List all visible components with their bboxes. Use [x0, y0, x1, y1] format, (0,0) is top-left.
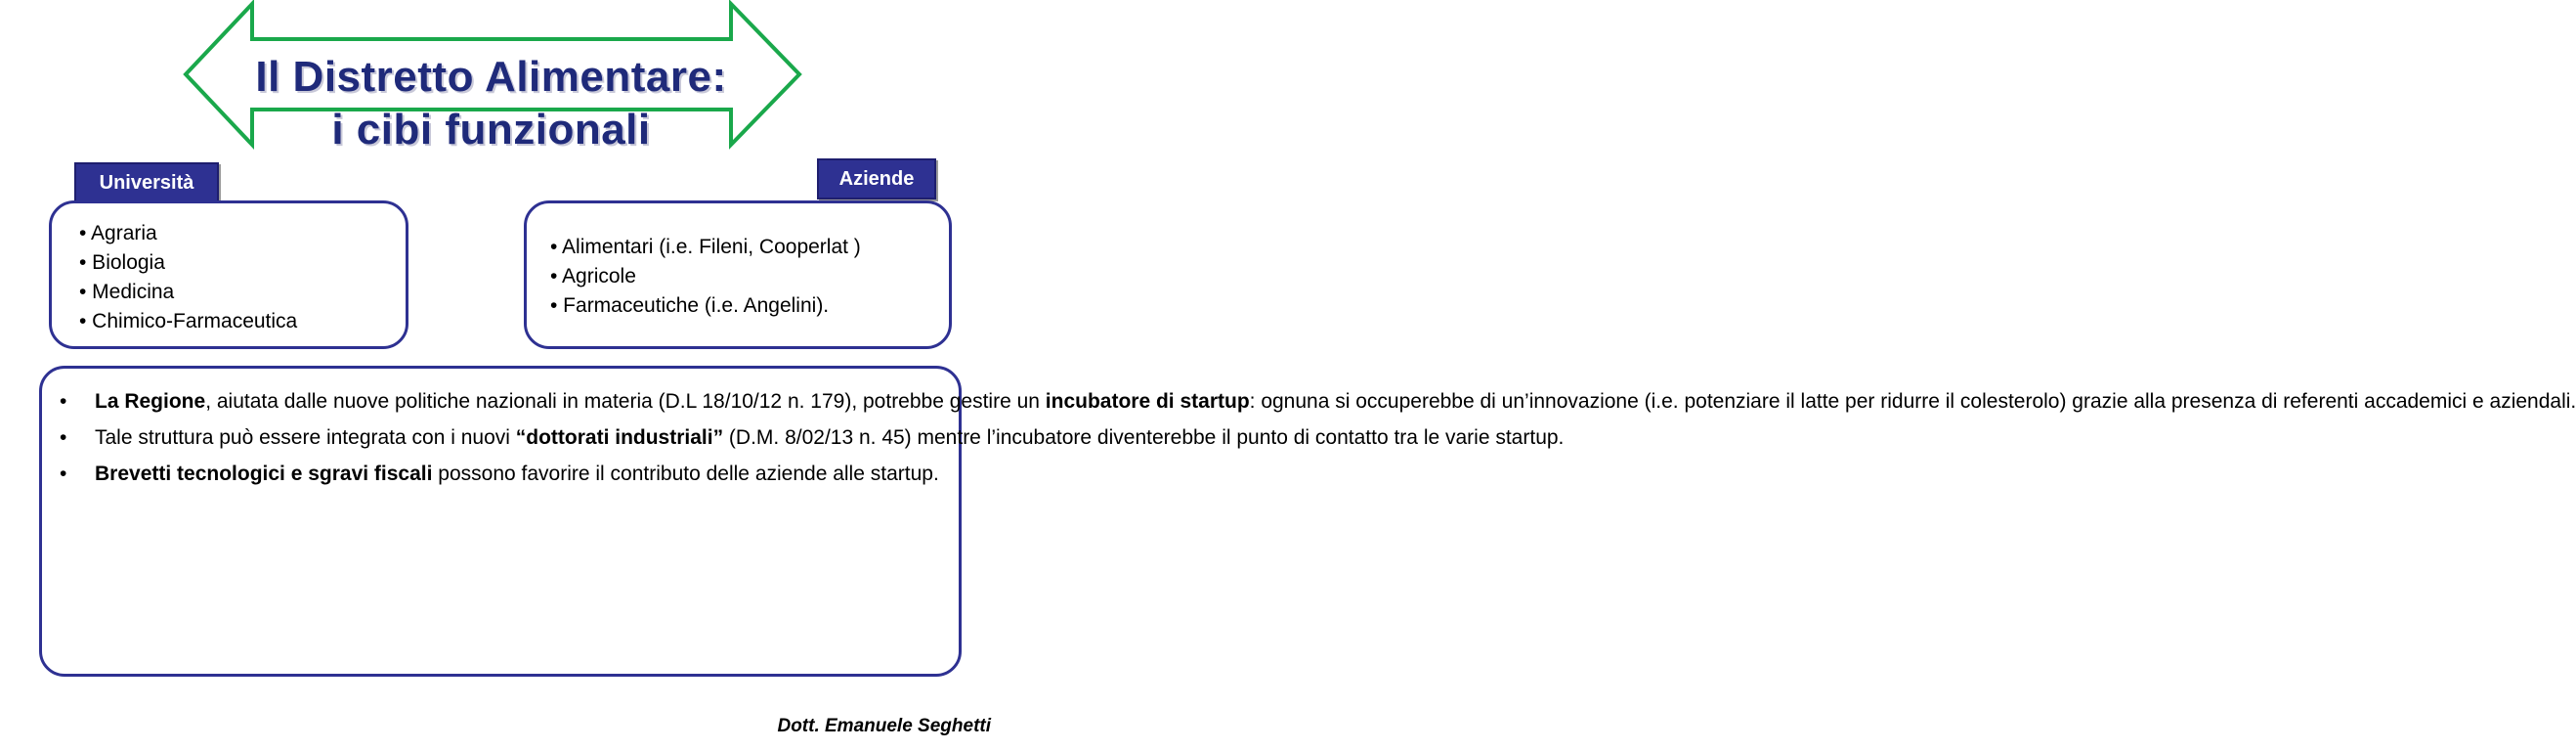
aziende-tag: Aziende	[817, 158, 936, 199]
text: : ognuna si occuperebbe di un’innovazione (i.e. potenziare il latte per ridurre il colesterolo) grazie alla presenza di referenti accademici e aziendali.	[1249, 390, 2576, 413]
list-item: • Farmaceutiche (i.e. Angelini).	[550, 294, 830, 317]
bold-text: Brevetti tecnologici e sgravi fiscali	[95, 463, 433, 485]
bold-text: “dottorati industriali”	[515, 426, 724, 449]
list-item: • Alimentari (i.e. Fileni, Cooperlat )	[550, 236, 861, 258]
text: (D.M. 8/02/13 n. 45) mentre l’incubatore diventerebbe il punto di contatto tra le varie startup.	[723, 426, 1565, 449]
bullet: •	[60, 426, 67, 449]
text: , aiutata dalle nuove politiche nazionali in materia (D.L 18/10/12 n. 179), potrebbe gestire un	[205, 390, 1046, 413]
bold-text: La Regione	[95, 390, 206, 413]
author-signature: Dott. Emanuele Seghetti	[777, 716, 991, 736]
main-list	[50, 386, 2576, 489]
bold-text: incubatore di startup	[1045, 390, 1250, 413]
aziende-box	[524, 200, 952, 349]
text: possono favorire il contributo delle aziende alle startup.	[432, 463, 939, 485]
universita-box	[49, 200, 408, 349]
list-item: • Biologia	[79, 251, 165, 274]
list-item: • Agricole	[550, 265, 636, 287]
list-item	[50, 422, 1565, 453]
text: Tale struttura può essere integrata con i nuovi	[95, 426, 516, 449]
bullet: •	[60, 463, 67, 485]
list-item	[50, 386, 2576, 417]
aziende-list	[550, 233, 949, 321]
universita-tag: Università	[74, 162, 219, 203]
main-content-box	[39, 366, 2576, 677]
page-title-line2: i cibi funzionali	[331, 106, 651, 154]
list-item	[50, 459, 939, 489]
page-title-line1: Il Distretto Alimentare:	[255, 53, 727, 101]
list-item: • Agraria	[79, 222, 157, 244]
list-item: • Medicina	[79, 281, 175, 303]
universita-list	[79, 219, 406, 336]
list-item: • Chimico-Farmaceutica	[79, 310, 298, 332]
bullet: •	[60, 390, 67, 413]
